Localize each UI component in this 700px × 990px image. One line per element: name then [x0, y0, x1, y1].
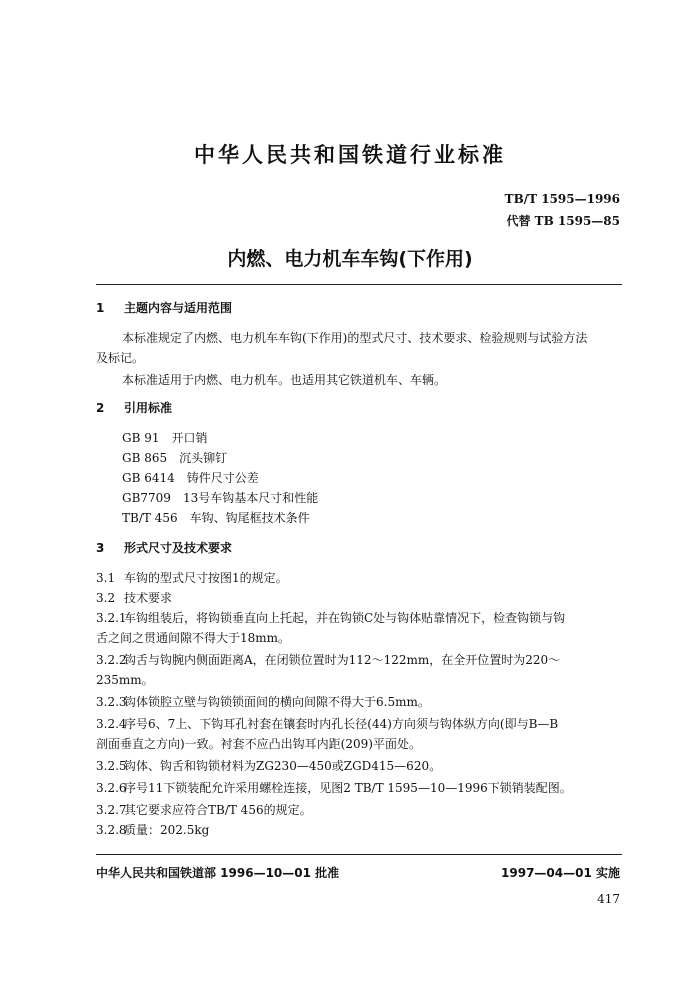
clause-number: 3.2	[96, 591, 116, 605]
replaces-standard: 代替 TB 1595—85	[506, 214, 620, 228]
effective-date: 1997—04—01 实施	[501, 866, 620, 880]
clause-number: 3.2.7	[96, 803, 127, 817]
clause-text: 车钩的型式尺寸按图1的规定。	[124, 571, 288, 585]
clause-number: 3.2.2	[96, 653, 127, 667]
clause-3-2-7	[96, 802, 622, 818]
clause-text: 序号6、7上、下钩耳孔衬套在镶套时内孔长径(44)方向须与钩体纵方向(即与B—B	[124, 717, 559, 731]
clause-number: 3.2.5	[96, 759, 127, 773]
clause-text: 钩体、钩舌和钩锁材料为ZG230—450或ZGD415—620。	[124, 759, 442, 773]
clause-text: 车钩组装后，将钩锁垂直向上托起，并在钩锁C处与钩体贴靠情况下，检查钩锁与钩	[124, 611, 566, 625]
clause-number: 3.2.8	[96, 823, 127, 837]
standard-number: TB/T 1595—1996	[504, 192, 620, 206]
clause-3-1	[96, 570, 622, 586]
clause-number: 3.2.6	[96, 781, 127, 795]
clause-3-2-1	[96, 610, 622, 626]
section-title: 形式尺寸及技术要求	[124, 541, 233, 555]
clause-number: 3.2.4	[96, 717, 127, 731]
clause-text: 质量：202.5kg	[124, 823, 210, 837]
section-3-heading	[96, 540, 622, 556]
clause-3-2-5	[96, 758, 622, 774]
clause-3-2-6	[96, 780, 622, 796]
section-title: 引用标准	[124, 401, 173, 415]
standard-header-title: 中华人民共和国铁道行业标准	[194, 143, 506, 167]
reference-item: GB7709 13号车钩基本尺寸和性能	[122, 491, 319, 505]
reference-item: GB 6414 铸件尺寸公差	[122, 471, 259, 485]
clause-3-2-4-cont: 剖面垂直之方向)一致。衬套不应凸出钩耳内距(209)平面处。	[96, 737, 421, 751]
page-number: 417	[597, 892, 620, 906]
clause-number: 3.2.3	[96, 695, 127, 709]
clause-number: 3.1	[96, 571, 116, 585]
reference-item: TB/T 456 车钩、钩尾框技术条件	[122, 511, 310, 525]
clause-3-2-2	[96, 652, 622, 668]
bottom-divider	[96, 854, 622, 855]
section-number: 1	[96, 301, 105, 315]
paragraph-line: 本标准适用于内燃、电力机车。也适用其它铁道机车、车辆。	[122, 373, 447, 387]
section-2-heading	[96, 400, 622, 416]
approval-statement: 中华人民共和国铁道部 1996—10—01 批准	[96, 866, 340, 880]
paragraph-line: 及标记。	[96, 351, 145, 365]
clause-number: 3.2.1	[96, 611, 127, 625]
section-title: 主题内容与适用范围	[124, 301, 233, 315]
clause-3-2-1-cont: 舌之间之贯通间隙不得大于18mm。	[96, 631, 291, 645]
clause-text: 钩舌与钩腕内侧面距离A，在闭锁位置时为112～122mm，在全开位置时为220～	[124, 653, 561, 667]
paragraph-line: 本标准规定了内燃、电力机车车钩(下作用)的型式尺寸、技术要求、检验规则与试验方法	[122, 331, 588, 345]
clause-text: 钩体锁腔立壁与钩锁锁面间的横向间隙不得大于6.5mm。	[124, 695, 430, 709]
clause-3-2-8	[96, 822, 622, 838]
top-divider	[96, 284, 622, 285]
clause-text: 其它要求应符合TB/T 456的规定。	[124, 803, 312, 817]
clause-3-2-2-cont: 235mm。	[96, 673, 154, 687]
reference-item: GB 91 开口销	[122, 431, 208, 445]
section-1-heading	[96, 300, 622, 316]
clause-text: 序号11下锁装配允许采用螺栓连接，见图2 TB/T 1595—10—1996下锁销装配图。	[124, 781, 572, 795]
clause-3-2-4	[96, 716, 622, 732]
clause-3-2-3	[96, 694, 622, 710]
section-number: 2	[96, 401, 105, 415]
clause-3-2	[96, 590, 622, 606]
clause-text: 技术要求	[124, 591, 173, 605]
section-number: 3	[96, 541, 105, 555]
reference-item: GB 865 沉头铆钉	[122, 451, 228, 465]
document-title: 内燃、电力机车车钩(下作用)	[227, 248, 473, 270]
